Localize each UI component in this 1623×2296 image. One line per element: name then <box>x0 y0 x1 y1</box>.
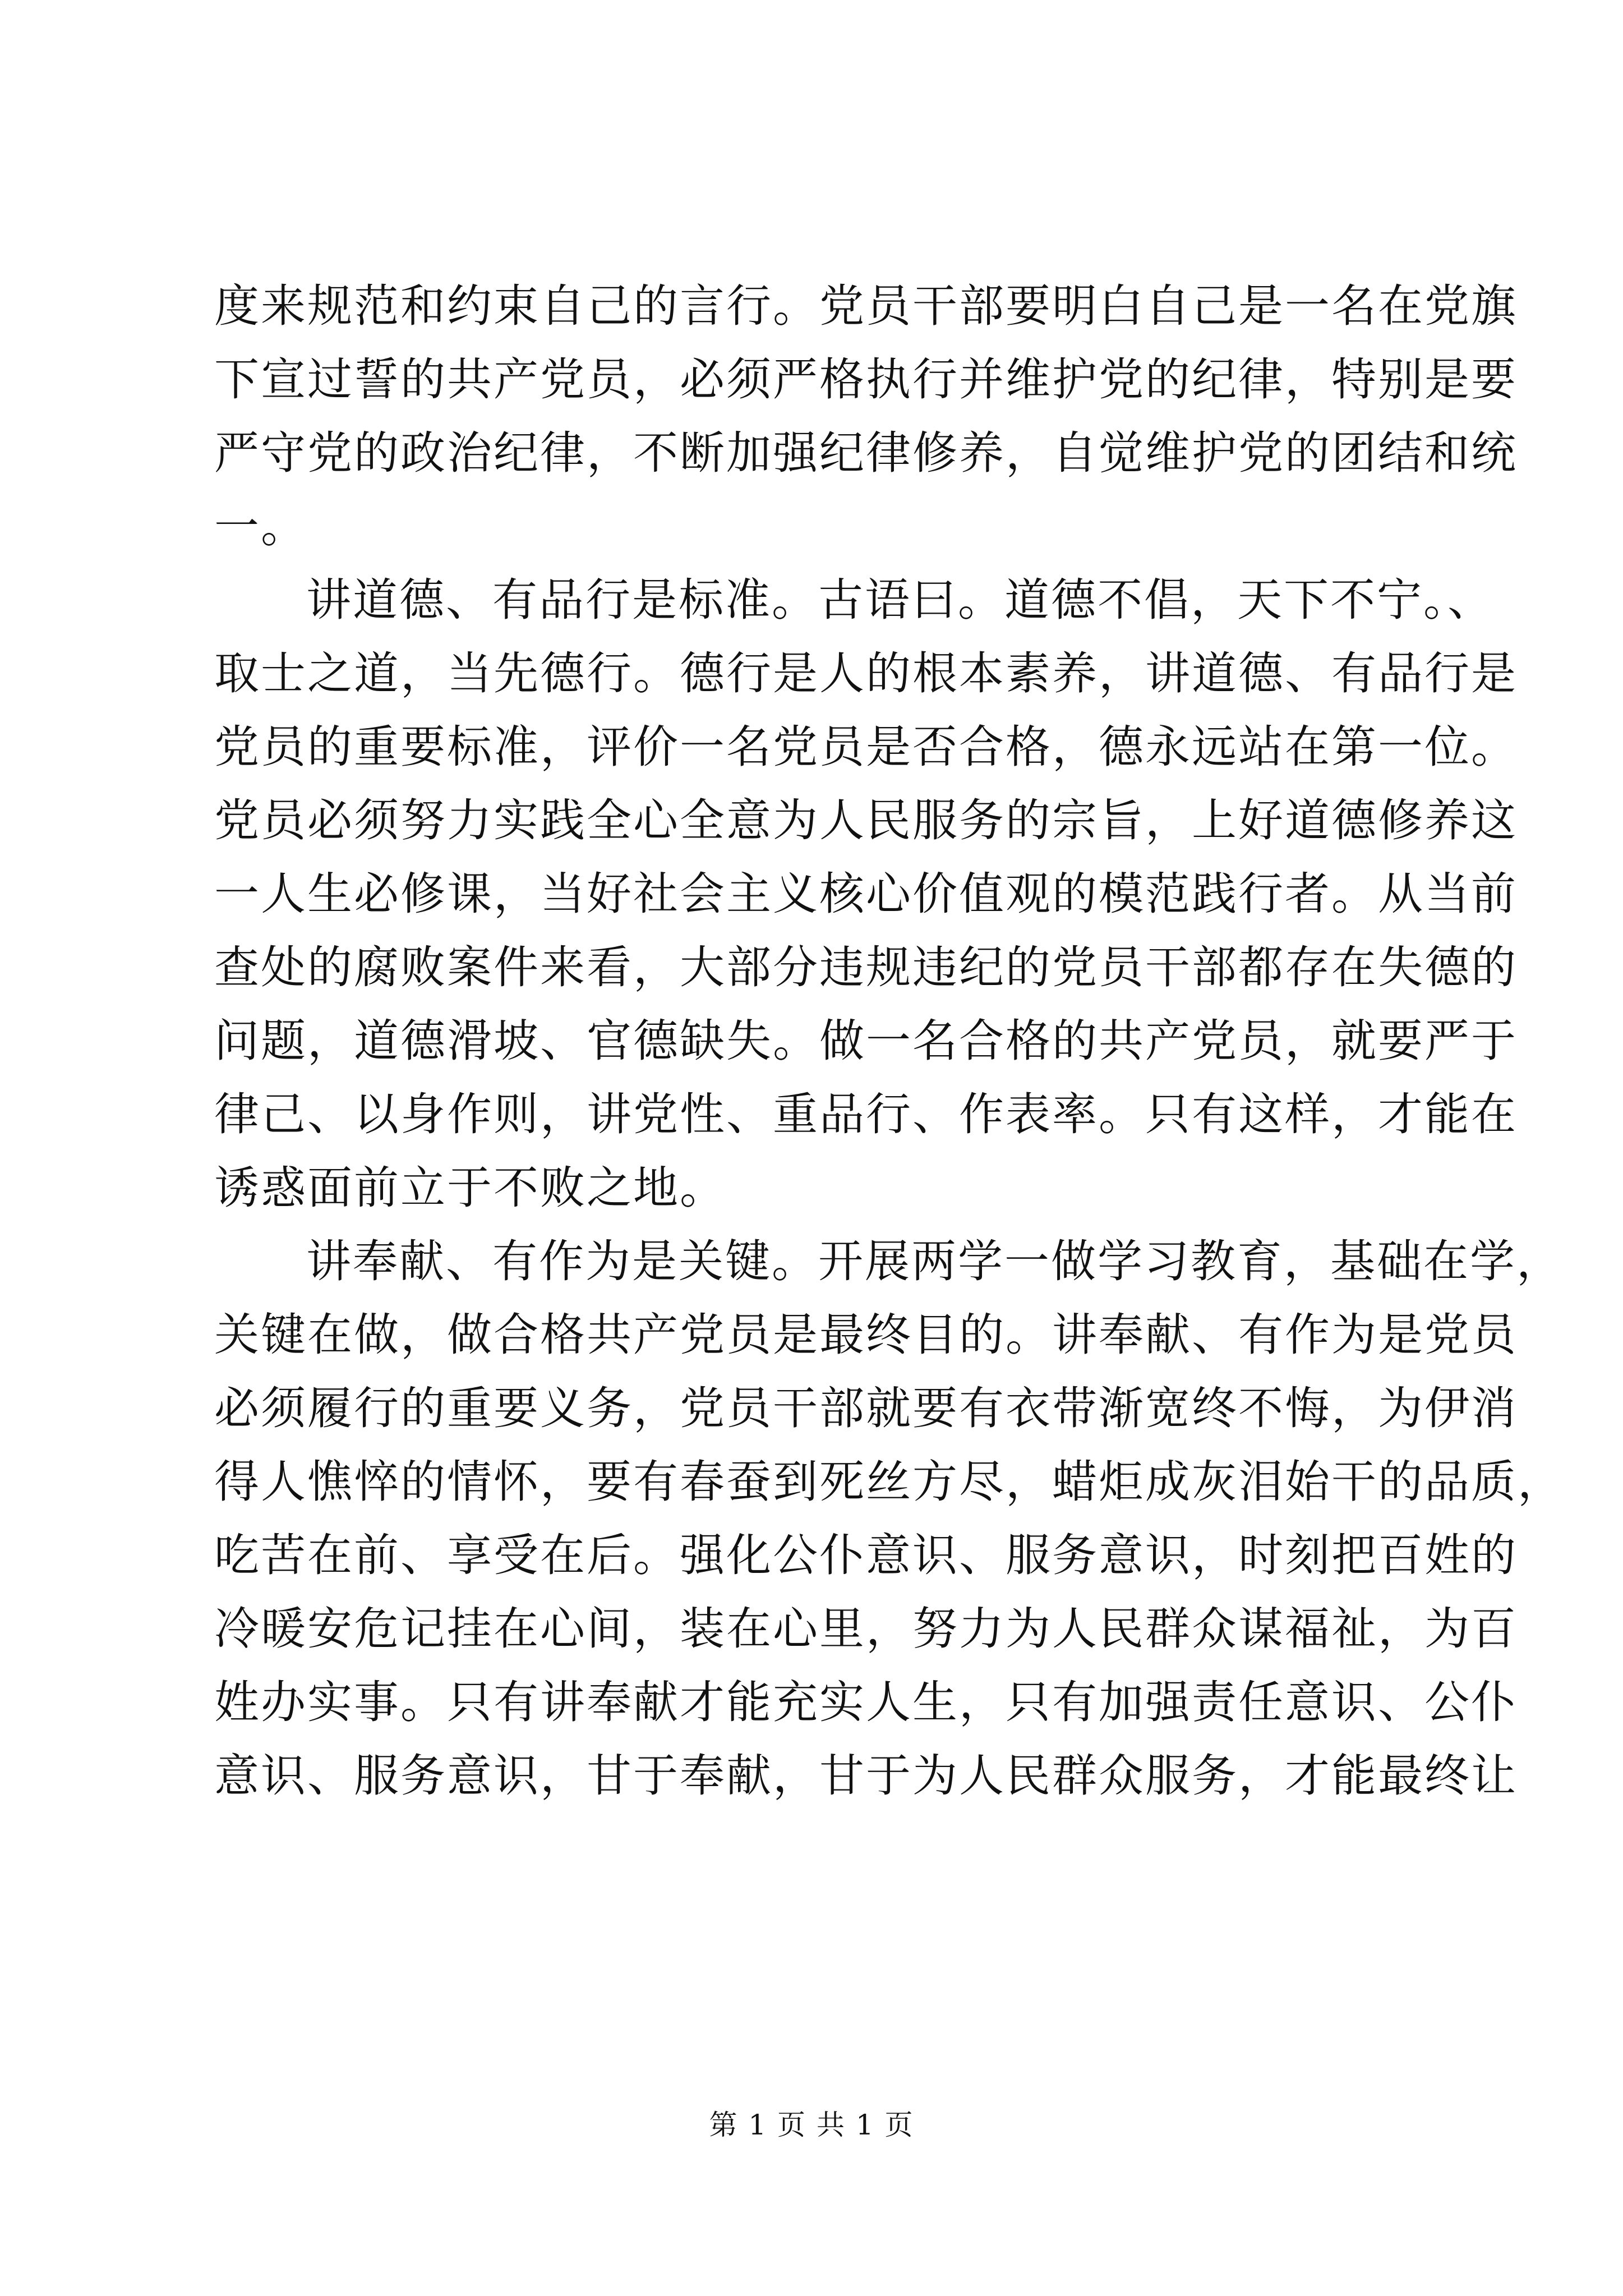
text-line: 严守党的政治纪律，不断加强纪律修养，自觉维护党的团结和统 <box>214 427 1518 479</box>
text-line: 讲奉献、有作为是关键。开展两学一做学习教育，基础在学， <box>306 1235 1563 1287</box>
text-line: 冷暖安危记挂在心间，装在心里，努力为人民群众谋福祉，为百 <box>214 1603 1518 1655</box>
text-line: 讲道德、有品行是标准。古语曰。道德不倡，天下不宁。、 <box>306 574 1494 626</box>
text-line: 关键在做，做合格共产党员是最终目的。讲奉献、有作为是党员 <box>214 1309 1518 1361</box>
text-line: 吃苦在前、享受在后。强化公仆意识、服务意识，时刻把百姓的 <box>214 1529 1518 1581</box>
text-line: 得人憔悴的情怀，要有春蚕到死丝方尽，蜡炬成灰泪始干的品质， <box>214 1456 1564 1508</box>
paragraph <box>214 563 1518 1225</box>
text-line: 诱惑面前立于不败之地。 <box>214 1162 726 1214</box>
document-body <box>214 269 1564 1812</box>
text-line: 度来规范和约束自己的言行。党员干部要明白自己是一名在党旗 <box>214 280 1518 332</box>
text-line: 党员的重要标准，评价一名党员是否合格，德永远站在第一位。 <box>214 721 1518 773</box>
text-line: 一。 <box>214 500 307 553</box>
page-footer: 第 1 页 共 1 页 <box>709 2109 914 2141</box>
text-line: 下宣过誓的共产党员，必须严格执行并维护党的纪律，特别是要 <box>214 353 1518 406</box>
paragraph <box>214 269 1518 563</box>
text-line: 查处的腐败案件来看，大部分违规违纪的党员干部都存在失德的 <box>214 941 1518 993</box>
text-line: 律己、以身作则，讲党性、重品行、作表率。只有这样，才能在 <box>214 1088 1518 1140</box>
text-line: 党员必须努力实践全心全意为人民服务的宗旨，上好道德修养这 <box>214 794 1518 846</box>
text-line: 一人生必修课，当好社会主义核心价值观的模范践行者。从当前 <box>214 868 1518 920</box>
text-line: 问题，道德滑坡、官德缺失。做一名合格的共产党员，就要严于 <box>214 1015 1518 1067</box>
text-line: 意识、服务意识，甘于奉献，甘于为人民群众服务，才能最终让 <box>214 1750 1518 1802</box>
text-line: 取士之道，当先德行。德行是人的根本素养，讲道德、有品行是 <box>214 647 1518 700</box>
paragraph <box>214 1225 1564 1812</box>
text-line: 必须履行的重要义务，党员干部就要有衣带渐宽终不悔，为伊消 <box>214 1382 1518 1434</box>
text-line: 姓办实事。只有讲奉献才能充实人生，只有加强责任意识、公仆 <box>214 1676 1518 1728</box>
